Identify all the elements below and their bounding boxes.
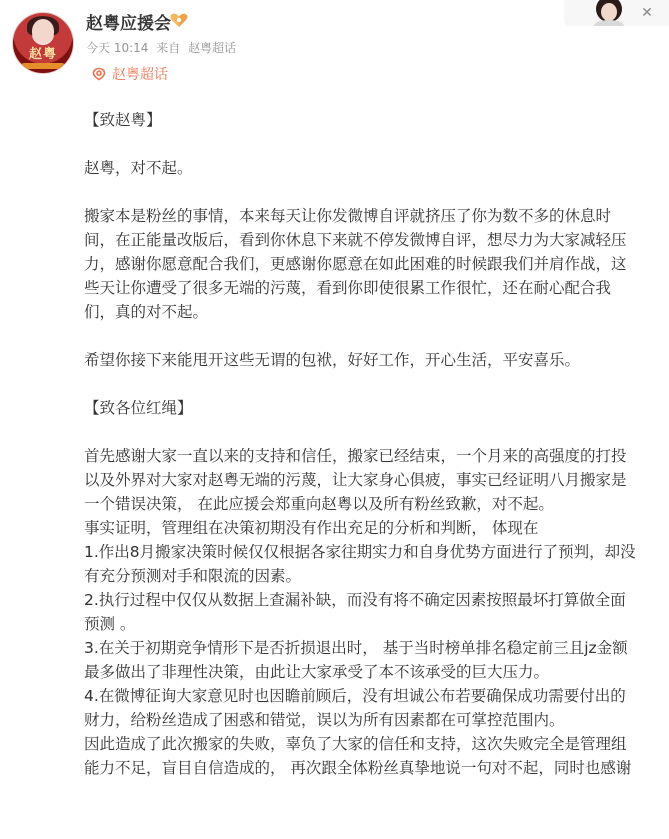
post-text-line: 因此造成了此次搬家的失败，辜负了大家的信任和支持，这次失败完全是管理组 xyxy=(84,735,627,753)
post-meta xyxy=(86,39,240,56)
post-text-line: 财力，给粉丝造成了困惑和错觉，误以为所有因素都在可掌控范围内。 xyxy=(84,711,565,729)
supertopic-link[interactable] xyxy=(92,64,168,84)
post-text-line: 赵粤，对不起。 xyxy=(84,159,193,177)
blank-line xyxy=(84,132,669,156)
avatar-text: 赵粤 xyxy=(28,47,57,62)
account-name[interactable]: 赵粤应援会 xyxy=(86,14,171,34)
blank-line xyxy=(84,180,669,204)
post-text-line: 以及外界对大家对赵粤无端的污蔑，让大家身心俱疲，事实已经证明八月搬家是 xyxy=(84,471,627,489)
post-text-line: 3.在关于初期竞争情形下是否折损退出时， 基于当时榜单排名稳定前三且jz金额 xyxy=(84,639,628,657)
post-text-line: 2.执行过程中仅仅从数据上查漏补缺，而没有将不确定因素按照最坏打算做全面 xyxy=(84,591,626,609)
source-prefix: 来自 xyxy=(156,41,181,55)
post-text-line: 些天让你遭受了很多无端的污蔑，看到你即使很累工作很忙，还在耐心配合我 xyxy=(84,279,612,297)
avatar-banner xyxy=(21,63,65,69)
post-text-line: 1.作出8月搬家决策时候仅仅根据各家往期实力和自身优势方面进行了预判，却没 xyxy=(84,543,636,561)
post-text-line: 事实证明，管理组在决策初期没有作出充足的分析和判断， 体现在 xyxy=(84,519,539,537)
fan-badge-icon[interactable] xyxy=(170,12,188,28)
blank-line xyxy=(84,372,669,396)
blank-line xyxy=(84,420,669,444)
post-text-line: 4.在微博征询大家意见时也因瞻前顾后，没有坦诚公布若要确保成功需要付出的 xyxy=(84,687,626,705)
post-text-line: 能力不足，盲目自信造成的， 再次跟全体粉丝真挚地说一句对不起，同时也感谢 xyxy=(84,759,632,777)
supertopic-label: 赵粤超话 xyxy=(112,67,168,83)
follow-icon[interactable]: ✕ xyxy=(641,5,653,21)
post-text-line: 预测 。 xyxy=(84,615,136,633)
post-time: 今天 10:14 xyxy=(86,41,149,55)
post-body xyxy=(84,108,669,780)
post-text-line: 搬家本是粉丝的事情，本来每天让你发微博自评就挤压了你为数不多的休息时 xyxy=(84,207,612,225)
post-header xyxy=(0,0,669,92)
avatar-face xyxy=(32,19,54,43)
follow-card[interactable] xyxy=(564,0,669,26)
avatar[interactable] xyxy=(12,12,74,74)
post-text-line: 【致各位红绳】 xyxy=(84,399,193,417)
post-text-line: 首先感谢大家一直以来的支持和信任，搬家已经结束，一个月来的高强度的打投 xyxy=(84,447,627,465)
post-text-line: 间，在正能量改版后，看到你休息下来就不停发微博自评，想尽力为大家减轻压 xyxy=(84,231,627,249)
post-text-line: 希望你接下来能甩开这些无谓的包袱，好好工作，开心生活，平安喜乐。 xyxy=(84,351,581,369)
blank-line xyxy=(84,324,669,348)
post-text-line: 最多做出了非理性决策，由此让大家承受了本不该承受的巨大压力。 xyxy=(84,663,550,681)
post-text-line: 们，真的对不起。 xyxy=(84,303,209,321)
post-source[interactable]: 赵粤超话 xyxy=(188,41,237,55)
follow-thumbnail xyxy=(586,0,630,26)
post-text-line: 有充分预测对手和限流的因素。 xyxy=(84,567,302,585)
post-text-line: 【致赵粤】 xyxy=(84,111,162,129)
post-text-line: 力，感谢你愿意配合我们，更感谢你愿意在如此困难的时候跟我们并肩作战，这 xyxy=(84,255,627,273)
supertopic-icon xyxy=(92,67,106,81)
post-text-line: 一个错误决策， 在此应援会郑重向赵粤以及所有粉丝致歉，对不起。 xyxy=(84,495,554,513)
